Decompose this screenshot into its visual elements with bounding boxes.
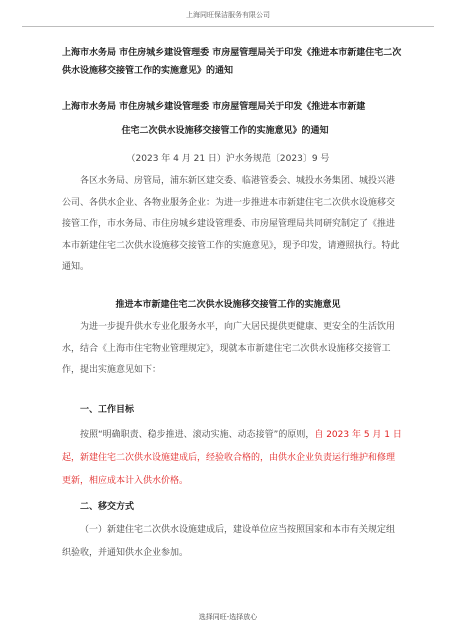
- goals-paragraph: [62, 424, 402, 493]
- page-footer-slogan: 选择同旺-选择放心: [198, 613, 258, 621]
- document-title: 上海市水务局 市住房城乡建设管理委 市房屋管理局关于印发《推进本市新建住宅二次供水设施移交接管工作的实施意见》的通知: [62, 48, 402, 76]
- document-title-repeat-line2: 住宅二次供水设施移交接管工作的实施意见》的通知: [121, 126, 329, 136]
- goals-text: 按照“明确职责、稳步推进、滚动实施、动态接管”的原则，: [80, 430, 315, 440]
- intro-paragraph: 为进一步提升供水专业化服务水平，向广大居民提供更健康、更安全的生活饮用水，结合《上海市住宅物业管理规定》，现就本市新建住宅二次供水设施移交接管工作，提出实施意见如下：: [62, 322, 396, 375]
- document-title-repeat: [62, 95, 402, 143]
- opinion-subtitle: 推进本市新建住宅二次供水设施移交接管工作的实施意见: [115, 300, 341, 310]
- recipients-paragraph: 各区水务局、房管局，浦东新区建交委、临港管委会、城投水务集团、城投兴港公司、各供水企业、各物业服务企业：为进一步推进本市新建住宅二次供水设施移交接管工作，市水务局、市住房城乡建设管理委、市房屋管理局共同研究制定了《推进本市新建住宅二次供水设施移交接管工作的实施意见》，现予印发，请遵照执行。特此通知。: [62, 176, 400, 272]
- transfer-paragraph: （一）新建住宅二次供水设施建成后，建设单位应当按照国家和本市有关规定组织验收，并通知供水企业参加。: [62, 525, 396, 558]
- document-title-repeat-line1: 上海市水务局 市住房城乡建设管理委 市房屋管理局关于印发《推进本市新建: [62, 102, 366, 112]
- page-header-company: 上海同旺保洁服务有限公司: [186, 11, 270, 19]
- section-heading-goals: 一、工作目标: [80, 405, 135, 415]
- goals-highlight-text: 自 2023 年 5 月 1 日起，新建住宅二次供水设施建成后，经验收合格的，由供水企业负责运行维护和修理更新，相应成本计入供水价格。: [62, 430, 402, 486]
- header-divider: [22, 26, 434, 27]
- document-number: （2023 年 4 月 21 日）沪水务规范〔2023〕9 号: [126, 154, 330, 164]
- section-heading-transfer: 二、移交方式: [80, 502, 135, 512]
